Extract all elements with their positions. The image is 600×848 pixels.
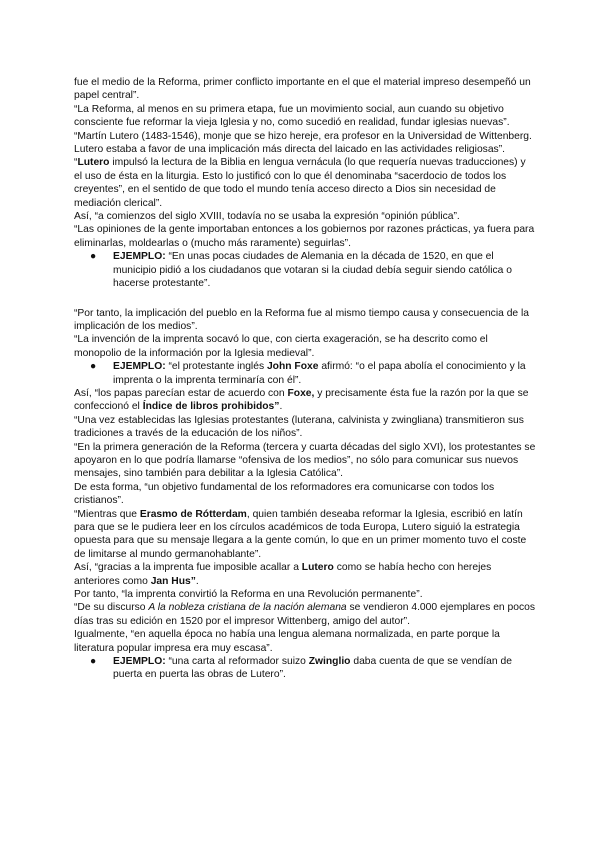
text-run: se vendieron 4.000 ejemplares en pocos días tras su edición en 1520 por el impresor Wittenberg, amigo del autor”. [74, 602, 535, 627]
text-run: Así, “gracias a la imprenta fue imposible acallar a [74, 562, 302, 574]
paragraph: “Martín Lutero (1483-1546), monje que se hizo hereje, era profesor en la Universidad de Wittenberg. Lutero estaba a favor de una implicación más directa del laicado en las actividades religiosas”. [74, 130, 532, 156]
text-run: daba cuenta de que se vendían de puerta en puerta las obras de Lutero”. [113, 656, 512, 681]
example-label: EJEMPLO: [113, 656, 166, 668]
bold-text: Índice de libros prohibidos” [142, 401, 280, 413]
text-run: . [195, 575, 199, 587]
text-run: “En unas pocas ciudades de Alemania en la década de 1520, en que el municipio pidió a los ciudadanos que votaran si la ciudad debía seguir siendo católica o hacerse protestante”. [113, 251, 512, 290]
bullet-icon: ● [90, 251, 97, 263]
text-run: . [279, 401, 283, 413]
bold-text: John Foxe [266, 361, 319, 373]
paragraph: Por tanto, “la imprenta convirtió la Reforma en una Revolución permanente”. [74, 589, 423, 601]
document-page [74, 76, 536, 682]
text-run: “Mientras que [74, 508, 140, 520]
example-label: EJEMPLO: [113, 361, 166, 373]
bold-text: Lutero [301, 562, 334, 574]
paragraph: De esta forma, “un objetivo fundamental de los reformadores era comunicarse con todos los cristianos”. [74, 481, 495, 507]
paragraph [74, 387, 536, 414]
bullet-icon: ● [90, 361, 97, 373]
text-run: “De su discurso [74, 602, 149, 614]
paragraph [74, 156, 536, 210]
text-run: y precisamente ésta fue la razón por la que se confeccionó el [74, 387, 529, 413]
text-run: impulsó la lectura de la Biblia en lengua vernácula (lo que requería nuevas traducciones) y el uso de ésta en la liturgia. Esto lo justificó con lo que él denominaba “sacerdocio de todos los creyentes”, en el sentido de que todo el mundo tenía acceso directo a Dios sin necesidad de mediación clerical”. [74, 157, 526, 209]
text-run: “ [74, 157, 78, 169]
bullet-item [90, 360, 536, 387]
text-run: “una carta al reformador suizo [165, 656, 309, 668]
paragraph: fue el medio de la Reforma, primer conflicto importante en el que el material impreso desempeñó un papel central”. [74, 77, 531, 102]
paragraph: “Una vez establecidas las Iglesias protestantes (luterana, calvinista y zwingliana) transmitieron sus tradiciones a través de la educación de los niños”. [74, 414, 524, 440]
bullet-item [90, 655, 536, 682]
spacer [74, 291, 536, 307]
bold-text: Jan Hus” [150, 575, 196, 587]
paragraph: “En la primera generación de la Reforma (tercera y cuarta décadas del siglo XVI), los protestantes se apoyaron en lo que podría llamarse “ofensiva de los medios”, no sólo para comunicar sus nuevos mensajes, sino también para debilitar a la Iglesia Católica”. [74, 441, 536, 480]
bold-text: Zwinglio [308, 656, 351, 668]
text-run: afirmó: “o el papa abolía el conocimiento y la imprenta o la imprenta terminaría con él”. [113, 361, 526, 386]
bold-text: Erasmo de Rótterdam [139, 508, 247, 520]
bold-text: Foxe, [287, 387, 315, 399]
paragraph [74, 561, 536, 588]
paragraph: “Las opiniones de la gente importaban entonces a los gobiernos por razones prácticas, ya fuera para eliminarlas, moldearlas o (mucho más raramente) seguirlas”. [74, 224, 535, 249]
paragraph: Así, “a comienzos del siglo XVIII, todavía no se usaba la expresión “opinión pública”. [74, 211, 460, 223]
paragraph: “Por tanto, la implicación del pueblo en la Reforma fue al mismo tiempo causa y consecuencia de la implicación de los medios”. [74, 307, 530, 332]
paragraph: “La Reforma, al menos en su primera etapa, fue un movimiento social, aun cuando su objetivo consciente fue reformar la vieja Iglesia y no, como sucedió en realidad, fundar iglesias nuevas”. [74, 103, 510, 129]
bullet-item [90, 250, 536, 290]
italic-title: A la nobleza cristiana de la nación alemana [148, 602, 347, 614]
paragraph [74, 601, 536, 628]
text-run: como se había hecho con herejes anteriores como [74, 562, 492, 587]
text-run: Así, “los papas parecían estar de acuerdo con [74, 387, 288, 399]
example-label: EJEMPLO: [113, 251, 166, 263]
bullet-icon: ● [90, 656, 97, 668]
text-run: , quien también deseaba reformar la Iglesia, escribió en latín para que se le pudiera leer en los círculos académicos de toda Europa, Lutero siguió la estrategia opuesta para que su mensaje llegara a la gente común, lo que en un primer momento tuvo el coste de limitarse al mundo germanohablante”. [74, 508, 527, 560]
paragraph [74, 508, 536, 562]
text-run: “el protestante inglés [165, 361, 267, 373]
bold-text: Lutero [77, 157, 110, 169]
paragraph: Igualmente, “en aquella época no había una lengua alemana normalizada, en parte porque la literatura popular impresa era muy escasa”. [74, 629, 500, 654]
paragraph: “La invención de la imprenta socavó lo que, con cierta exageración, se ha descrito como el monopolio de la información por la Iglesia medieval”. [74, 334, 488, 359]
